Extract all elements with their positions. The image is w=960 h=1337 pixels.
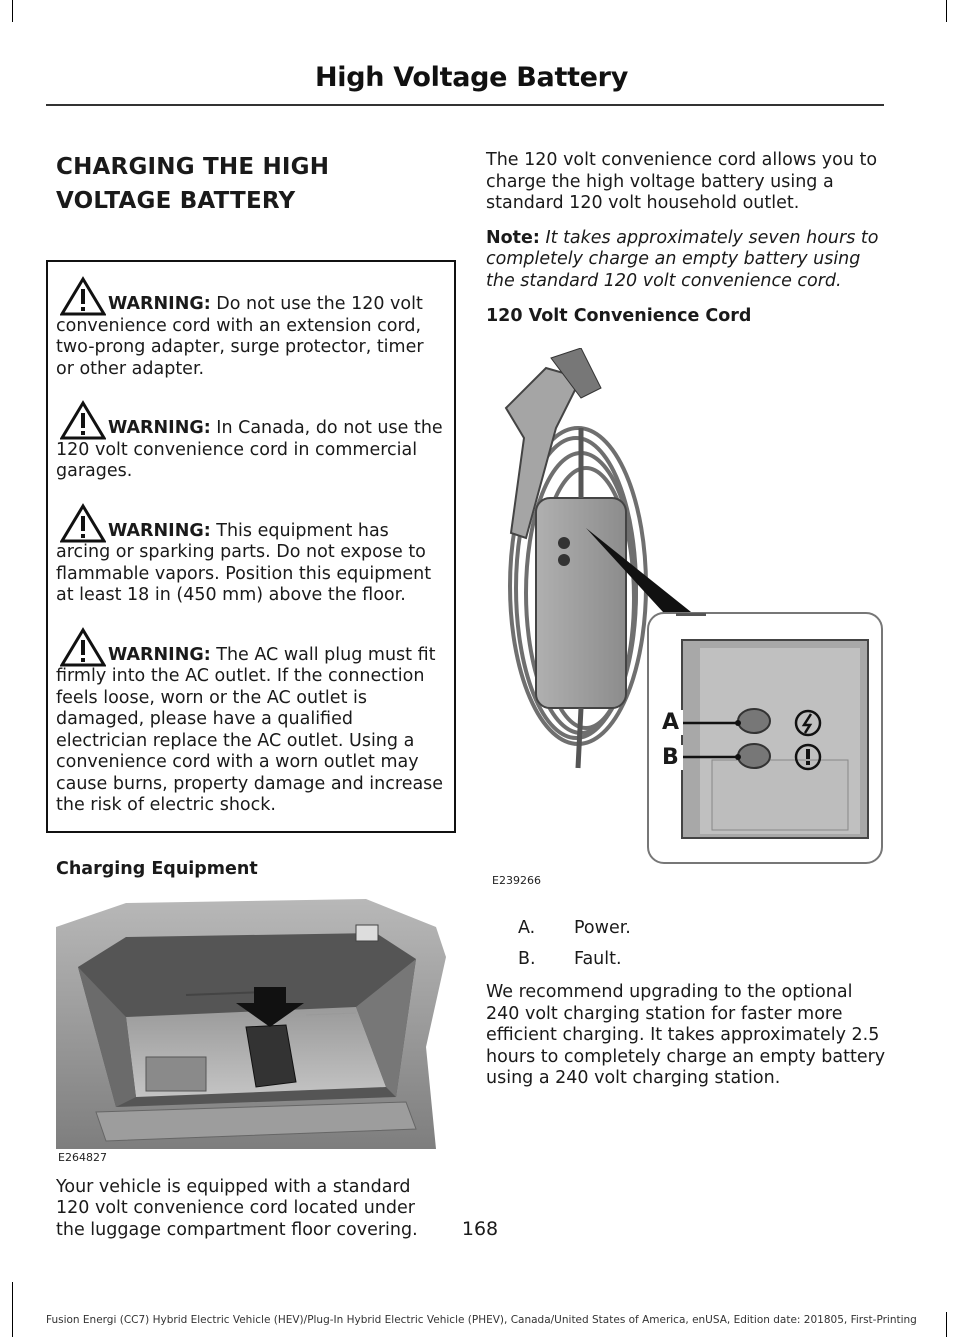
note-paragraph [486, 228, 886, 293]
charging-equipment-body: Your vehicle is equipped with a standard 120 volt convenience cord located under the luggage compartment floor covering. [56, 1176, 418, 1240]
warning-box [46, 260, 456, 833]
warning-text: Do not use the 120 volt convenience cord with an extension cord, two-prong adapter, surge protector, timer or other adapter. [56, 294, 424, 379]
image-code: E264827 [58, 1150, 107, 1164]
warning-item [56, 418, 446, 483]
legend-item [486, 949, 886, 971]
warning-item [56, 294, 446, 380]
legend-letter: A. [518, 918, 536, 938]
legend-text: Power. [574, 918, 631, 938]
warning-text: In Canada, do not use the 120 volt convenience cord in commercial garages. [56, 418, 443, 481]
legend-item [486, 918, 886, 940]
warning-label: WARNING: [108, 520, 211, 541]
warning-item [56, 645, 446, 817]
page-number: 168 [461, 1218, 499, 1240]
callout-a-label: A [658, 710, 683, 735]
warning-text: The AC wall plug must fit firmly into the AC outlet. If the connection feels loose, worn or the AC outlet is damaged, please have a qualified electrician replace the AC outlet. Using a convenience cord with a worn outlet may cause burns, property damage and increase the risk of electric shock. [56, 644, 444, 815]
callout-b-label: B [658, 745, 683, 770]
intro-paragraph: The 120 volt convenience cord allows you to charge the high voltage battery using a standard 120 volt household outlet. [486, 150, 878, 213]
crop-mark-top-left [12, 0, 13, 22]
crop-mark-bottom-left [12, 1282, 13, 1337]
warning-label: WARNING: [108, 418, 211, 438]
trunk-image [56, 897, 456, 1149]
warning-text: This equipment has arcing or sparking parts. Do not expose to flammable vapors. Position this equipment at least 18 in (450 mm) above the floor. [56, 520, 432, 605]
page-header-title: High Voltage Battery [314, 62, 628, 93]
right-column [486, 150, 886, 1090]
charging-equipment-heading: Charging Equipment [56, 858, 258, 879]
crop-mark-top-right [946, 0, 947, 22]
recommendation-paragraph: We recommend upgrading to the optional 240 volt charging station for faster more efficient charging. It takes approximately 2.5 hours to completely charge an empty battery using a 240 volt charging station. [486, 982, 886, 1088]
header-divider [46, 104, 884, 106]
warning-label: WARNING: [108, 644, 211, 665]
section-title-line-1: CHARGING THE HIGH [56, 154, 330, 180]
warning-triangle-icon [60, 276, 106, 316]
crop-mark-bottom-right [946, 1312, 947, 1337]
warning-triangle-icon [60, 503, 106, 543]
legend-list [486, 918, 886, 970]
warning-triangle-icon [60, 400, 106, 440]
cord-image [486, 348, 886, 888]
warning-label: WARNING: [108, 294, 211, 314]
legend-text: Fault. [574, 948, 622, 969]
footer-text: Fusion Energi (CC7) Hybrid Electric Vehicle (HEV)/Plug-In Hybrid Electric Vehicle (PHEV), Canada/United States of America, enUSA, Edition date: 201805, First-Printing [46, 1314, 917, 1326]
warning-triangle-icon [60, 627, 106, 667]
note-text: It takes approximately seven hours to completely charge an empty battery using the standard 120 volt convenience cord. [486, 227, 879, 291]
trunk-illustration [56, 897, 456, 1167]
image-code: E239266 [492, 874, 541, 887]
section-title [56, 150, 456, 218]
convenience-cord-illustration [486, 348, 886, 908]
cord-heading: 120 Volt Convenience Cord [486, 306, 752, 326]
left-column [46, 150, 456, 1241]
section-title-line-2: VOLTAGE BATTERY [56, 188, 296, 214]
note-label: Note: [486, 227, 540, 248]
legend-letter: B. [518, 948, 536, 969]
warning-item [56, 521, 446, 607]
